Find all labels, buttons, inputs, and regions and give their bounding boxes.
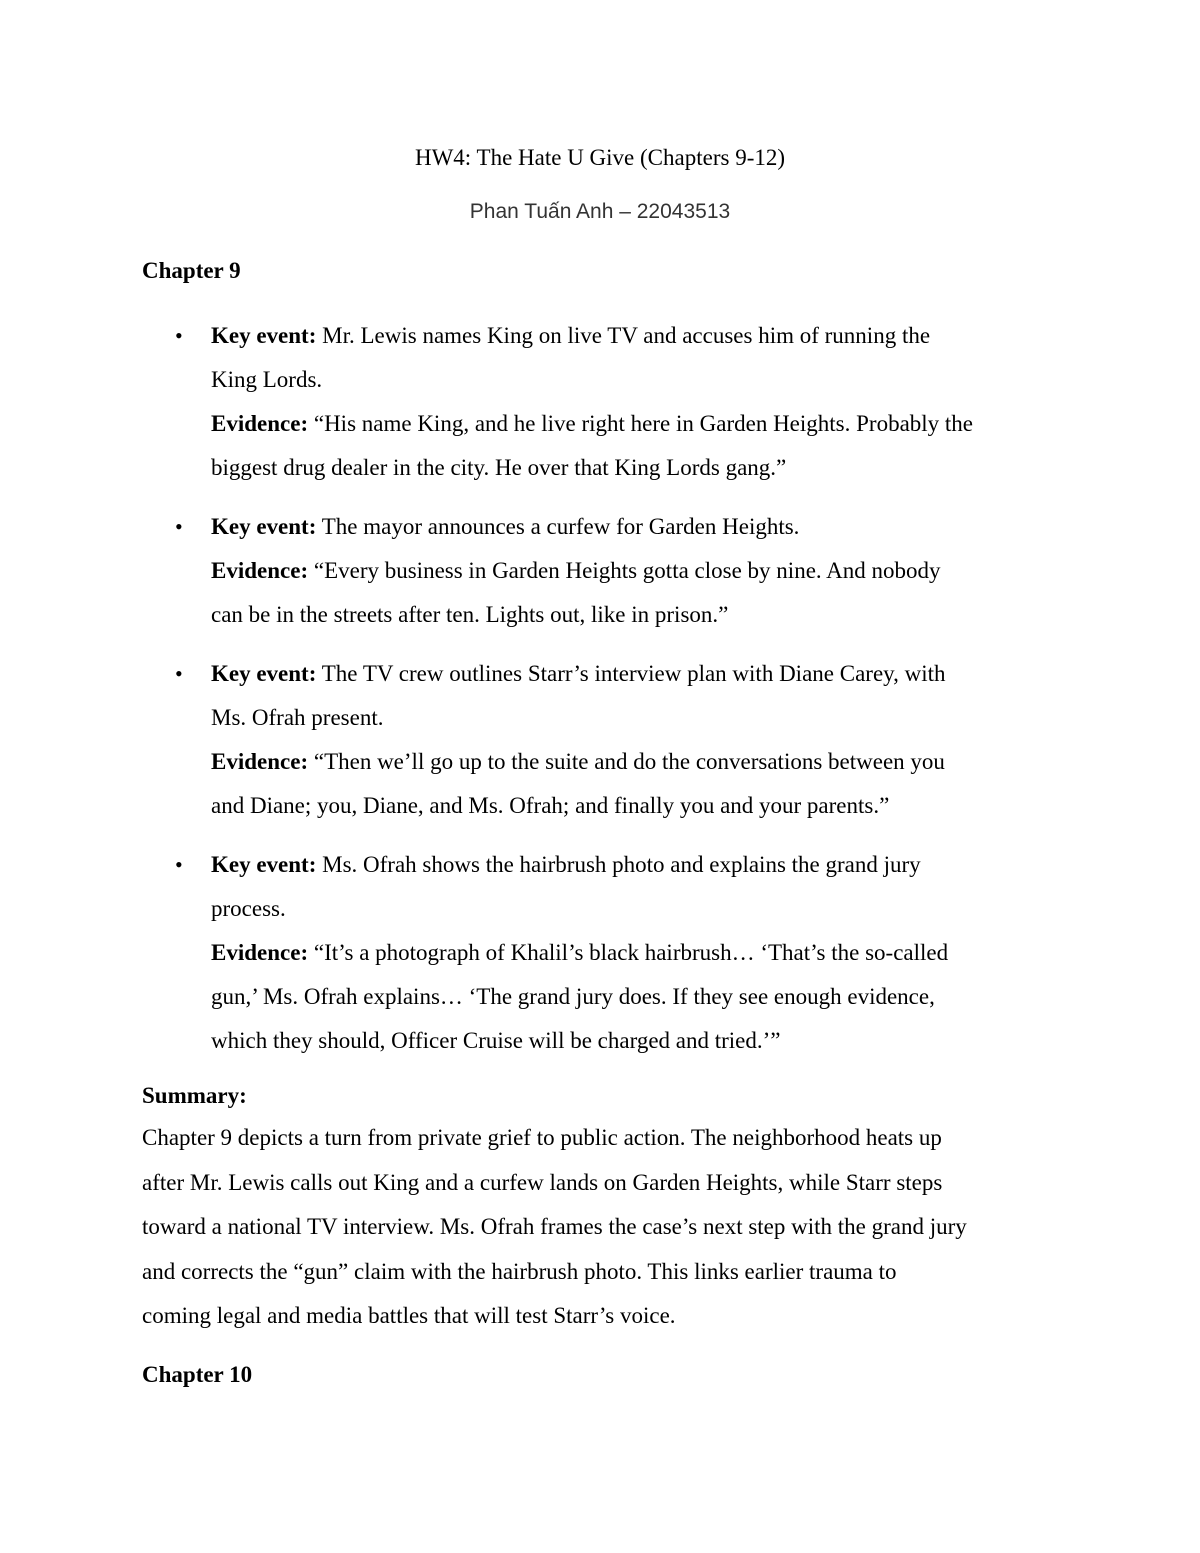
key-event-line: King Lords.: [211, 367, 323, 392]
key-event-line: Key event: The mayor announces a curfew for Garden Heights.: [211, 514, 800, 539]
bullet-icon: •: [175, 661, 183, 686]
evidence-label: Evidence:: [211, 749, 309, 774]
evidence-line: which they should, Officer Cruise will be charged and tried.’”: [211, 1028, 781, 1053]
evidence-line: Evidence: “Then we’ll go up to the suite and do the conversations between you: [211, 749, 945, 774]
summary-paragraph: [142, 1116, 1082, 1339]
evidence-label: Evidence:: [211, 411, 309, 436]
key-event-line: process.: [211, 896, 286, 921]
evidence-label: Evidence:: [211, 940, 309, 965]
summary-line: coming legal and media battles that will test Starr’s voice.: [142, 1303, 676, 1328]
chapter-10-heading: Chapter 10: [142, 1362, 253, 1387]
key-event-label: Key event:: [211, 514, 317, 539]
evidence-label: Evidence:: [211, 558, 309, 583]
summary-heading: Summary:: [142, 1083, 247, 1108]
key-event-label: Key event:: [211, 852, 317, 877]
summary-line: and corrects the “gun” claim with the hairbrush photo. This links earlier trauma to: [142, 1258, 897, 1284]
evidence-line: biggest drug dealer in the city. He over that King Lords gang.”: [211, 455, 787, 480]
key-events-list: [142, 314, 1072, 1078]
key-event-line: Key event: The TV crew outlines Starr’s interview plan with Diane Carey, with: [211, 661, 946, 686]
evidence-line: gun,’ Ms. Ofrah explains… ‘The grand jury does. If they see enough evidence,: [211, 984, 935, 1009]
key-event-label: Key event:: [211, 661, 317, 686]
summary-line: Chapter 9 depicts a turn from private grief to public action. The neighborhood heats up: [142, 1125, 942, 1150]
key-event-line: Key event: Ms. Ofrah shows the hairbrush photo and explains the grand jury: [211, 852, 921, 877]
key-event-line: Key event: Mr. Lewis names King on live TV and accuses him of running the: [211, 323, 931, 348]
key-event-line: Ms. Ofrah present.: [211, 705, 384, 730]
evidence-line: Evidence: “Every business in Garden Heights gotta close by nine. And nobody: [211, 558, 941, 583]
document-title: HW4: The Hate U Give (Chapters 9-12): [414, 145, 786, 170]
bullet-icon: •: [175, 852, 183, 877]
list-item: [142, 314, 1072, 490]
evidence-line: and Diane; you, Diane, and Ms. Ofrah; and finally you and your parents.”: [211, 793, 890, 818]
list-item: [142, 652, 1072, 828]
evidence-line: Evidence: “It’s a photograph of Khalil’s black hairbrush… ‘That’s the so-called: [211, 940, 949, 965]
evidence-line: Evidence: “His name King, and he live right here in Garden Heights. Probably the: [211, 411, 974, 436]
list-item: [142, 505, 1072, 637]
key-event-label: Key event:: [211, 323, 317, 348]
evidence-line: can be in the streets after ten. Lights out, like in prison.”: [211, 602, 729, 627]
author-line: Phan Tuấn Anh – 22043513: [469, 200, 731, 223]
summary-line: toward a national TV interview. Ms. Ofrah frames the case’s next step with the grand jury: [142, 1214, 967, 1239]
bullet-icon: •: [175, 514, 183, 539]
chapter-9-heading: Chapter 9: [142, 258, 241, 283]
bullet-icon: •: [175, 323, 183, 348]
list-item: [142, 843, 1072, 1063]
summary-line: after Mr. Lewis calls out King and a curfew lands on Garden Heights, while Starr steps: [142, 1169, 943, 1195]
